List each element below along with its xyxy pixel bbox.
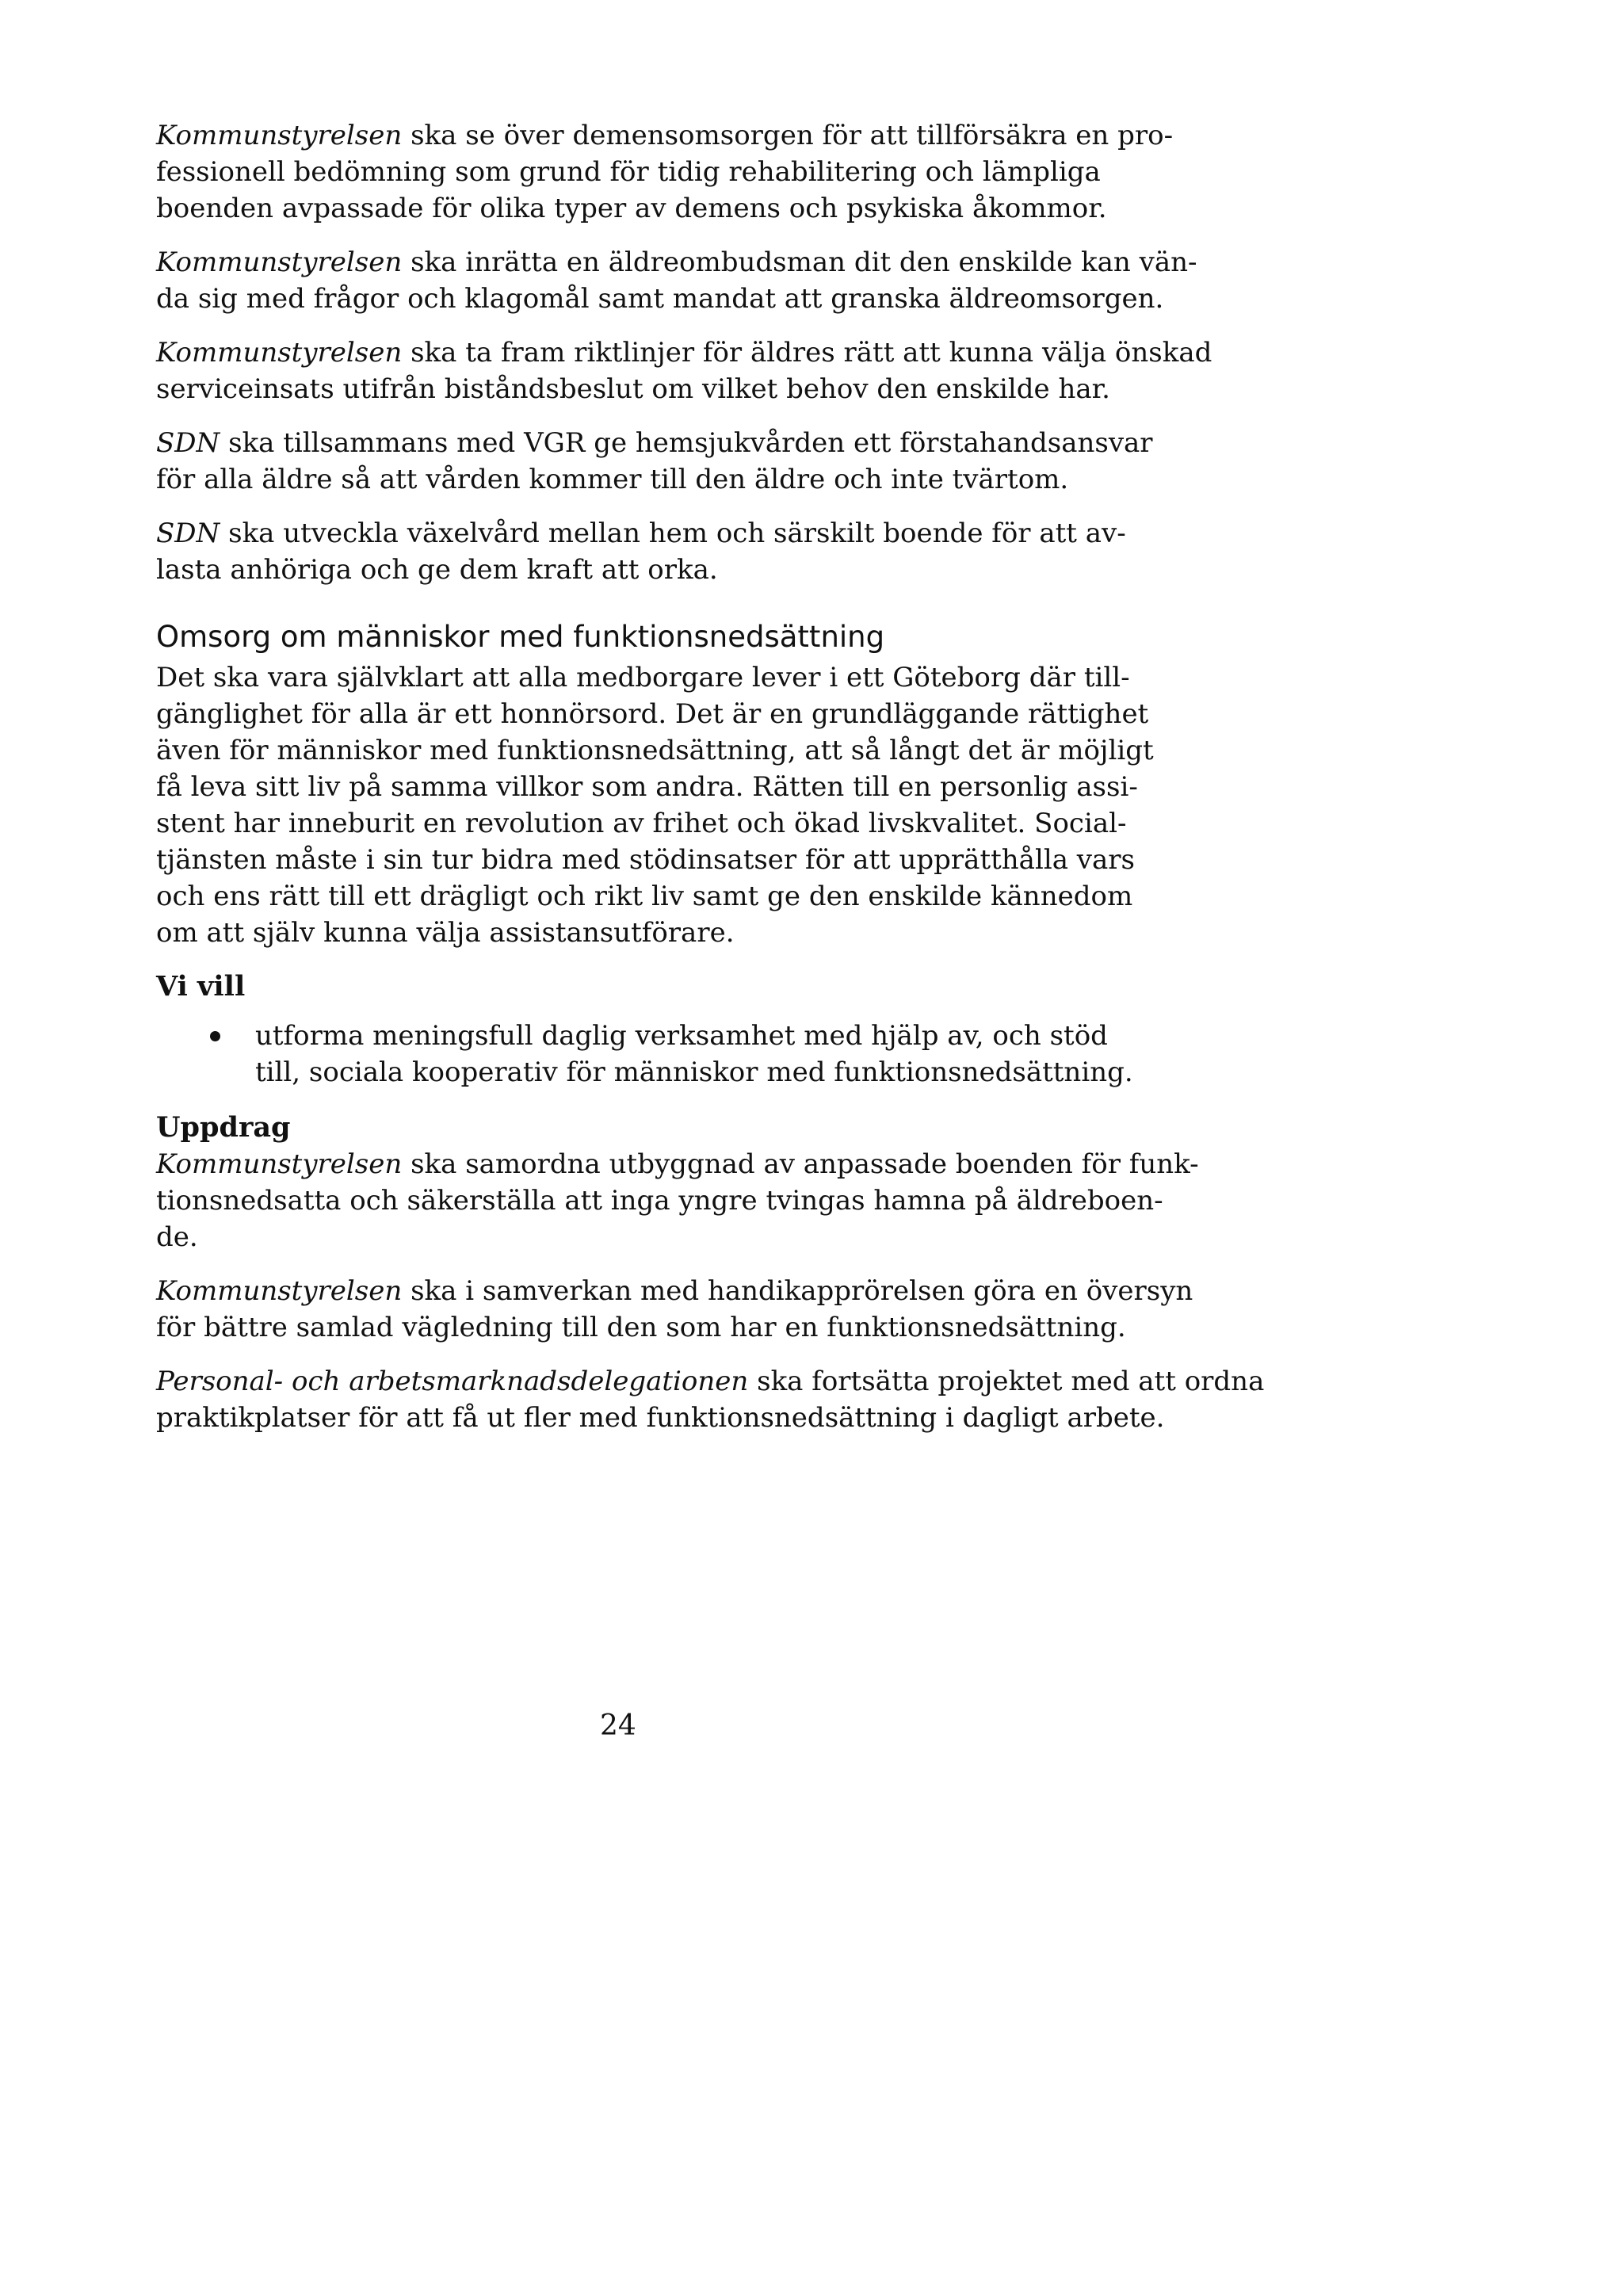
goals-list bbox=[156, 1018, 1133, 1091]
text-line: lasta anhöriga och ge dem kraft att orka. bbox=[156, 554, 718, 586]
text-line: stent har inneburit en revolution av frihet och ökad livskvalitet. Social- bbox=[156, 808, 1127, 839]
bullet-icon bbox=[210, 1031, 220, 1041]
paragraph-dementia-care bbox=[156, 117, 1174, 227]
responsible-body: Kommunstyrelsen bbox=[156, 120, 403, 151]
text-line: för bättre samlad vägledning till den som har en funktionsnedsättning. bbox=[156, 1312, 1126, 1343]
responsible-body: SDN bbox=[156, 427, 220, 459]
section-heading: Omsorg om människor med funktionsnedsättning bbox=[156, 620, 885, 654]
responsible-body: Kommunstyrelsen bbox=[156, 1148, 403, 1180]
page-number: 24 bbox=[600, 1710, 636, 1742]
responsible-body: Kommunstyrelsen bbox=[156, 337, 403, 369]
text-line: Kommunstyrelsen ska inrätta en äldreombudsman dit den enskilde kan vän- bbox=[156, 246, 1197, 278]
list-item bbox=[156, 1018, 1133, 1091]
document-page bbox=[156, 117, 1265, 1454]
text-line: även för människor med funktionsnedsättning, att så långt det är möjligt bbox=[156, 735, 1154, 766]
text-line: praktikplatser för att få ut fler med funktionsnedsättning i dagligt arbete. bbox=[156, 1402, 1165, 1434]
text-line: tionsnedsatta och säkerställa att inga yngre tvingas hamna på äldreboen- bbox=[156, 1185, 1163, 1217]
responsible-body: SDN bbox=[156, 518, 220, 549]
paragraph-guidelines bbox=[156, 334, 1212, 407]
text-line: da sig med frågor och klagomål samt mandat att granska äldreomsorgen. bbox=[156, 283, 1164, 315]
vi-vill-heading: Vi vill bbox=[156, 970, 246, 1003]
text-line: utforma meningsfull daglig verksamhet med hjälp av, och stöd bbox=[255, 1020, 1108, 1052]
paragraph-internships bbox=[156, 1363, 1265, 1436]
paragraph-guidance-review bbox=[156, 1273, 1193, 1346]
responsible-body: Kommunstyrelsen bbox=[156, 1275, 403, 1307]
text-line: Kommunstyrelsen ska i samverkan med handikapprörelsen göra en översyn bbox=[156, 1275, 1193, 1307]
text-line: Personal- och arbetsmarknadsdelegationen ska fortsätta projektet med att ordna bbox=[156, 1366, 1265, 1397]
text-line: Kommunstyrelsen ska ta fram riktlinjer för äldres rätt att kunna välja önskad bbox=[156, 337, 1212, 369]
text-line: SDN ska tillsammans med VGR ge hemsjukvården ett förstahandsansvar bbox=[156, 427, 1153, 459]
text-line: Kommunstyrelsen ska samordna utbyggnad av anpassade boenden för funk- bbox=[156, 1148, 1199, 1180]
paragraph-housing-coordination bbox=[156, 1146, 1199, 1255]
responsible-body: Personal- och arbetsmarknadsdelegationen bbox=[156, 1366, 749, 1397]
text-line: fessionell bedömning som grund för tidig rehabilitering och lämpliga bbox=[156, 156, 1101, 188]
paragraph-respite-care bbox=[156, 515, 1126, 588]
uppdrag-heading: Uppdrag bbox=[156, 1111, 291, 1144]
text-line: SDN ska utveckla växelvård mellan hem och särskilt boende för att av- bbox=[156, 518, 1126, 549]
text-line: boenden avpassade för olika typer av demens och psykiska åkommor. bbox=[156, 193, 1107, 224]
text-line: Det ska vara självklart att alla medborgare lever i ett Göteborg där till- bbox=[156, 662, 1130, 693]
text-line: de. bbox=[156, 1221, 198, 1253]
paragraph-home-care bbox=[156, 425, 1153, 498]
text-line: för alla äldre så att vården kommer till den äldre och inte tvärtom. bbox=[156, 464, 1069, 495]
text-line: till, sociala kooperativ för människor med funktionsnedsättning. bbox=[255, 1056, 1133, 1088]
text-line: gänglighet för alla är ett honnörsord. Det är en grundläggande rättighet bbox=[156, 698, 1149, 730]
paragraph-elderly-ombudsman bbox=[156, 244, 1197, 317]
text-line: om att själv kunna välja assistansutförare. bbox=[156, 917, 735, 949]
text-line: tjänsten måste i sin tur bidra med stödinsatser för att upprätthålla vars bbox=[156, 844, 1135, 876]
section-intro bbox=[156, 659, 1154, 951]
text-line: serviceinsats utifrån biståndsbeslut om vilket behov den enskilde har. bbox=[156, 373, 1110, 405]
text-line: Kommunstyrelsen ska se över demensomsorgen för att tillförsäkra en pro- bbox=[156, 120, 1174, 151]
text-line: och ens rätt till ett drägligt och rikt liv samt ge den enskilde kännedom bbox=[156, 881, 1133, 912]
responsible-body: Kommunstyrelsen bbox=[156, 246, 403, 278]
text-line: få leva sitt liv på samma villkor som andra. Rätten till en personlig assi- bbox=[156, 771, 1138, 803]
